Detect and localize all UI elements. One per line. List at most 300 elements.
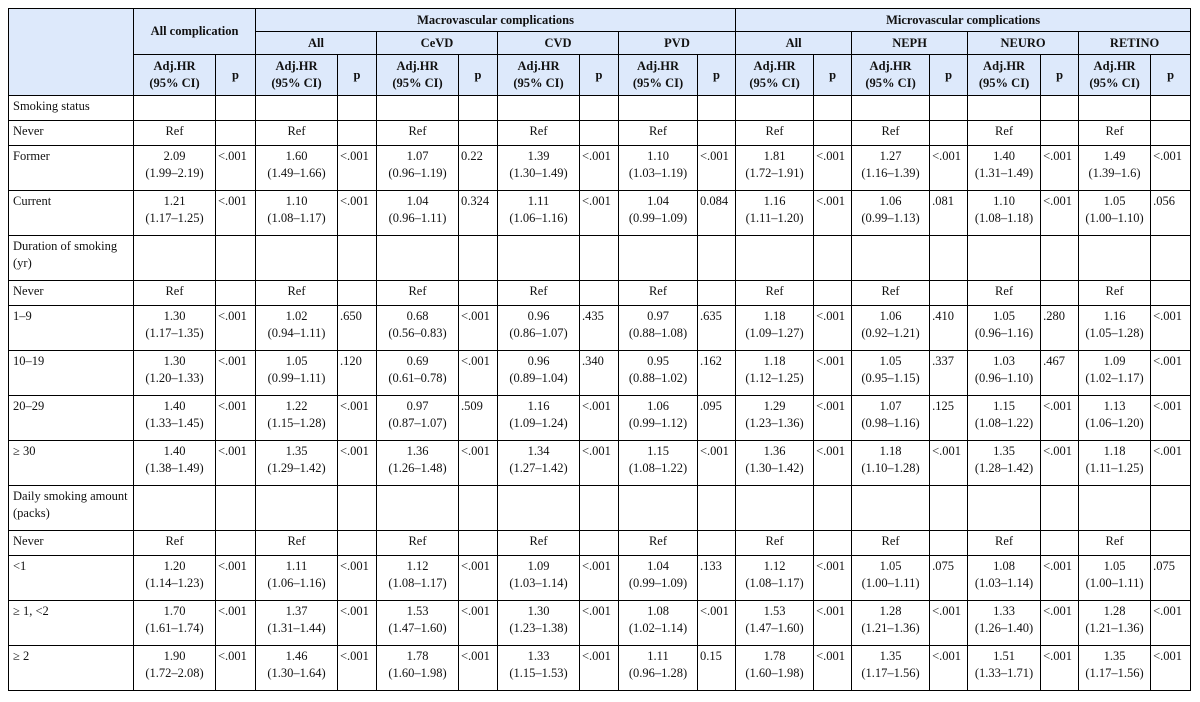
ci-value: (1.14–1.23) bbox=[145, 576, 204, 590]
ci-value: (1.09–1.24) bbox=[509, 416, 568, 430]
header-adj-hr-label: Adj.HR bbox=[869, 59, 912, 73]
header-ci-label: (95% CI) bbox=[632, 76, 684, 90]
hr-cell bbox=[619, 441, 698, 486]
header-p: p bbox=[338, 55, 377, 96]
hr-value: 0.96 bbox=[527, 309, 550, 323]
p-value-cell: <.001 bbox=[216, 646, 256, 691]
hr-cell bbox=[736, 191, 814, 236]
table-row bbox=[9, 646, 1191, 691]
header-adj-hr-label: Adj.HR bbox=[636, 59, 680, 73]
hr-cell bbox=[1079, 306, 1151, 351]
p-value-cell: <.001 bbox=[459, 441, 498, 486]
p-value-cell: <.001 bbox=[216, 441, 256, 486]
hr-value: 0.69 bbox=[406, 354, 429, 368]
hr-cell bbox=[968, 351, 1041, 396]
p-value-cell: <.001 bbox=[1041, 441, 1079, 486]
p-value-cell bbox=[930, 281, 968, 306]
ci-value: (1.02–1.17) bbox=[1085, 371, 1144, 385]
ci-value: (1.47–1.60) bbox=[388, 621, 447, 635]
p-value-cell bbox=[216, 121, 256, 146]
hr-value: 1.03 bbox=[993, 354, 1015, 368]
header-subgroup: All bbox=[256, 32, 377, 55]
p-value-cell bbox=[580, 121, 619, 146]
ci-value: (1.60–1.98) bbox=[388, 666, 447, 680]
hr-value: 1.40 bbox=[993, 149, 1015, 163]
ci-value: (1.28–1.42) bbox=[974, 461, 1034, 475]
p-value-cell: .056 bbox=[1151, 191, 1191, 236]
hr-cell bbox=[134, 236, 216, 281]
p-value-cell: <.001 bbox=[338, 191, 377, 236]
ci-value: (1.15–1.53) bbox=[509, 666, 568, 680]
p-value-cell bbox=[580, 531, 619, 556]
hr-cell bbox=[968, 146, 1041, 191]
p-value-cell: <.001 bbox=[338, 146, 377, 191]
ci-value: (0.96–1.16) bbox=[974, 326, 1034, 340]
p-value-cell bbox=[814, 281, 852, 306]
hr-value: 1.34 bbox=[527, 444, 550, 458]
hr-value: Ref bbox=[408, 284, 427, 298]
row-label: Never bbox=[9, 121, 134, 146]
p-value-cell bbox=[814, 531, 852, 556]
p-value-cell bbox=[1041, 281, 1079, 306]
hr-cell bbox=[736, 236, 814, 281]
ci-value: (0.96–1.11) bbox=[388, 211, 447, 225]
hr-cell bbox=[968, 441, 1041, 486]
hr-value: Ref bbox=[1105, 124, 1124, 138]
hr-cell bbox=[968, 486, 1041, 531]
hr-value: 1.05 bbox=[1103, 559, 1126, 573]
table-row bbox=[9, 601, 1191, 646]
hr-cell bbox=[377, 236, 459, 281]
hr-cell bbox=[852, 281, 930, 306]
hr-value: Ref bbox=[881, 124, 900, 138]
p-value-cell: <.001 bbox=[814, 556, 852, 601]
p-value-cell: .075 bbox=[1151, 556, 1191, 601]
hr-cell bbox=[1079, 556, 1151, 601]
hr-cell bbox=[377, 306, 459, 351]
hr-cell bbox=[1079, 351, 1151, 396]
ci-value: (0.89–1.04) bbox=[509, 371, 568, 385]
hr-cell bbox=[377, 96, 459, 121]
hr-value: 2.09 bbox=[163, 149, 186, 163]
p-value-cell bbox=[338, 531, 377, 556]
header-ci-label: (95% CI) bbox=[1089, 76, 1140, 90]
p-value-cell: <.001 bbox=[459, 646, 498, 691]
p-value-cell: <.001 bbox=[1041, 396, 1079, 441]
ci-value: (1.49–1.66) bbox=[267, 166, 326, 180]
hr-cell bbox=[619, 121, 698, 146]
hr-cell bbox=[736, 121, 814, 146]
row-label: <1 bbox=[9, 556, 134, 601]
hr-value: 1.51 bbox=[993, 649, 1015, 663]
hr-cell bbox=[968, 601, 1041, 646]
hr-value: 1.18 bbox=[763, 309, 786, 323]
hr-value: 1.35 bbox=[1103, 649, 1126, 663]
hr-cell bbox=[1079, 121, 1151, 146]
ci-value: (1.38–1.49) bbox=[145, 461, 204, 475]
ci-value: (1.30–1.42) bbox=[745, 461, 804, 475]
hr-value: Ref bbox=[1105, 284, 1124, 298]
header-ci-label: (95% CI) bbox=[271, 76, 322, 90]
hr-value: 1.16 bbox=[763, 194, 786, 208]
ci-value: (1.03–1.19) bbox=[628, 166, 688, 180]
p-value-cell: <.001 bbox=[1151, 306, 1191, 351]
hr-value: 1.11 bbox=[285, 559, 308, 573]
hr-value: Ref bbox=[287, 124, 306, 138]
p-value-cell: <.001 bbox=[1041, 601, 1079, 646]
hr-value: 1.53 bbox=[763, 604, 786, 618]
hr-value: 1.04 bbox=[647, 559, 669, 573]
p-value-cell: <.001 bbox=[216, 396, 256, 441]
row-label: Current bbox=[9, 191, 134, 236]
hr-value: 1.04 bbox=[406, 194, 429, 208]
p-value-cell: <.001 bbox=[580, 191, 619, 236]
ci-value: (1.00–1.11) bbox=[861, 576, 920, 590]
header-p: p bbox=[814, 55, 852, 96]
hr-value: Ref bbox=[765, 534, 784, 548]
hr-value: Ref bbox=[995, 124, 1014, 138]
ci-value: (0.61–0.78) bbox=[388, 371, 447, 385]
p-value-cell: .635 bbox=[698, 306, 736, 351]
hr-value: 1.60 bbox=[285, 149, 308, 163]
hr-cell bbox=[134, 191, 216, 236]
hr-value: Ref bbox=[1105, 534, 1124, 548]
header-macrovascular: Macrovascular complications bbox=[256, 9, 736, 32]
hr-cell bbox=[498, 351, 580, 396]
hr-value: 0.68 bbox=[406, 309, 429, 323]
ci-value: (0.96–1.10) bbox=[974, 371, 1034, 385]
hr-cell bbox=[852, 96, 930, 121]
hr-cell bbox=[736, 306, 814, 351]
hr-cell bbox=[968, 306, 1041, 351]
hr-value: 1.29 bbox=[763, 399, 786, 413]
hr-cell bbox=[256, 601, 338, 646]
header-adj-hr-label: Adj.HR bbox=[396, 59, 439, 73]
ci-value: (1.21–1.36) bbox=[1085, 621, 1144, 635]
p-value-cell bbox=[580, 486, 619, 531]
header-adj-hr-label: Adj.HR bbox=[753, 59, 796, 73]
ci-value: (1.09–1.27) bbox=[745, 326, 804, 340]
header-p: p bbox=[1151, 55, 1191, 96]
ci-value: (1.26–1.48) bbox=[388, 461, 447, 475]
header-adj-hr-label: Adj.HR bbox=[275, 59, 318, 73]
p-value-cell: <.001 bbox=[930, 441, 968, 486]
ci-value: (1.03–1.14) bbox=[974, 576, 1034, 590]
hr-value: 1.12 bbox=[763, 559, 786, 573]
ci-value: (1.08–1.17) bbox=[267, 211, 326, 225]
ci-value: (1.39–1.6) bbox=[1088, 166, 1141, 180]
p-value-cell: <.001 bbox=[698, 146, 736, 191]
hr-cell bbox=[852, 351, 930, 396]
p-value-cell bbox=[1151, 281, 1191, 306]
hr-value: Ref bbox=[529, 124, 548, 138]
p-value-cell: .435 bbox=[580, 306, 619, 351]
p-value-cell bbox=[930, 121, 968, 146]
hr-value: Ref bbox=[765, 284, 784, 298]
p-value-cell: .509 bbox=[459, 396, 498, 441]
header-subgroup: RETINO bbox=[1079, 32, 1191, 55]
hr-cell bbox=[256, 121, 338, 146]
p-value-cell bbox=[814, 236, 852, 281]
hr-value: Ref bbox=[165, 124, 184, 138]
hr-cell bbox=[134, 556, 216, 601]
ci-value: (1.08–1.22) bbox=[628, 461, 688, 475]
p-value-cell bbox=[698, 531, 736, 556]
p-value-cell bbox=[930, 236, 968, 281]
table-row bbox=[9, 441, 1191, 486]
hr-value: 1.06 bbox=[647, 399, 669, 413]
ci-value: (0.99–1.09) bbox=[628, 576, 688, 590]
hr-value: Ref bbox=[165, 534, 184, 548]
hr-value: 1.28 bbox=[1103, 604, 1126, 618]
ci-value: (1.72–1.91) bbox=[745, 166, 804, 180]
hr-cell bbox=[498, 441, 580, 486]
ci-value: (1.06–1.16) bbox=[509, 211, 568, 225]
hr-cell bbox=[1079, 146, 1151, 191]
p-value-cell bbox=[814, 121, 852, 146]
hr-cell bbox=[736, 531, 814, 556]
p-value-cell bbox=[698, 281, 736, 306]
p-value-cell: <.001 bbox=[814, 601, 852, 646]
p-value-cell: <.001 bbox=[459, 601, 498, 646]
hr-value: 1.10 bbox=[647, 149, 669, 163]
p-value-cell: .340 bbox=[580, 351, 619, 396]
p-value-cell bbox=[1041, 531, 1079, 556]
hr-cell bbox=[1079, 396, 1151, 441]
hr-cell bbox=[1079, 236, 1151, 281]
header-adj-hr bbox=[134, 55, 216, 96]
hr-value: 1.22 bbox=[285, 399, 308, 413]
p-value-cell bbox=[1151, 96, 1191, 121]
header-ci-label: (95% CI) bbox=[749, 76, 800, 90]
header-ci-label: (95% CI) bbox=[865, 76, 916, 90]
p-value-cell bbox=[216, 236, 256, 281]
hr-cell bbox=[377, 601, 459, 646]
p-value-cell bbox=[338, 236, 377, 281]
hr-value: 1.07 bbox=[879, 399, 902, 413]
hr-value: Ref bbox=[408, 534, 427, 548]
hr-cell bbox=[968, 191, 1041, 236]
hr-cell bbox=[968, 121, 1041, 146]
header-p: p bbox=[930, 55, 968, 96]
hr-cell bbox=[619, 281, 698, 306]
hr-cell bbox=[498, 486, 580, 531]
ci-value: (1.08–1.17) bbox=[388, 576, 447, 590]
ci-value: (1.27–1.42) bbox=[509, 461, 568, 475]
hr-cell bbox=[619, 351, 698, 396]
hr-value: 1.35 bbox=[993, 444, 1015, 458]
hr-cell bbox=[968, 396, 1041, 441]
p-value-cell bbox=[1151, 236, 1191, 281]
hr-value: 1.35 bbox=[879, 649, 902, 663]
ci-value: (0.99–1.09) bbox=[628, 211, 688, 225]
p-value-cell bbox=[1151, 121, 1191, 146]
ci-value: (1.02–1.14) bbox=[628, 621, 688, 635]
p-value-cell: <.001 bbox=[930, 646, 968, 691]
hr-value: 1.06 bbox=[879, 194, 902, 208]
p-value-cell: .133 bbox=[698, 556, 736, 601]
p-value-cell: 0.324 bbox=[459, 191, 498, 236]
header-microvascular: Microvascular complications bbox=[736, 9, 1191, 32]
ci-value: (1.08–1.17) bbox=[745, 576, 804, 590]
p-value-cell bbox=[698, 486, 736, 531]
hr-cell bbox=[256, 441, 338, 486]
ci-value: (0.99–1.13) bbox=[861, 211, 920, 225]
hr-value: Ref bbox=[995, 534, 1014, 548]
ci-value: (0.96–1.19) bbox=[388, 166, 447, 180]
hr-cell bbox=[1079, 96, 1151, 121]
hr-cell bbox=[256, 281, 338, 306]
ci-value: (1.17–1.56) bbox=[1085, 666, 1144, 680]
hr-cell bbox=[377, 556, 459, 601]
p-value-cell bbox=[459, 486, 498, 531]
hr-cell bbox=[256, 396, 338, 441]
hr-value: 1.15 bbox=[647, 444, 669, 458]
hr-value: 1.18 bbox=[763, 354, 786, 368]
table-body bbox=[9, 96, 1191, 691]
hr-cell bbox=[852, 646, 930, 691]
hr-cell bbox=[377, 396, 459, 441]
hr-value: Ref bbox=[648, 124, 668, 138]
p-value-cell: <.001 bbox=[459, 351, 498, 396]
hr-value: 1.39 bbox=[527, 149, 550, 163]
hr-cell bbox=[852, 121, 930, 146]
p-value-cell: <.001 bbox=[698, 441, 736, 486]
header-subgroup: NEURO bbox=[968, 32, 1079, 55]
hr-value: 1.08 bbox=[647, 604, 669, 618]
hr-cell bbox=[619, 96, 698, 121]
p-value-cell: <.001 bbox=[216, 351, 256, 396]
hr-value: 1.18 bbox=[1103, 444, 1126, 458]
ci-value: (0.98–1.16) bbox=[861, 416, 920, 430]
p-value-cell: <.001 bbox=[216, 601, 256, 646]
ci-value: (1.23–1.36) bbox=[745, 416, 804, 430]
row-label: Never bbox=[9, 281, 134, 306]
hr-cell bbox=[134, 396, 216, 441]
ci-value: (1.61–1.74) bbox=[145, 621, 204, 635]
hr-cell bbox=[619, 601, 698, 646]
ci-value: (1.16–1.39) bbox=[861, 166, 920, 180]
table-row bbox=[9, 146, 1191, 191]
hr-cell bbox=[134, 531, 216, 556]
p-value-cell: <.001 bbox=[1151, 351, 1191, 396]
hr-cell bbox=[736, 486, 814, 531]
hr-cell bbox=[256, 306, 338, 351]
hr-value: Ref bbox=[529, 534, 548, 548]
ci-value: (0.88–1.02) bbox=[628, 371, 688, 385]
hr-value: 1.49 bbox=[1103, 149, 1126, 163]
header-corner-cell bbox=[9, 9, 134, 96]
p-value-cell: <.001 bbox=[216, 556, 256, 601]
hr-value: 1.15 bbox=[993, 399, 1015, 413]
p-value-cell bbox=[216, 96, 256, 121]
hr-value: Ref bbox=[529, 284, 548, 298]
ci-value: (1.17–1.35) bbox=[145, 326, 204, 340]
hr-cell bbox=[1079, 486, 1151, 531]
p-value-cell: <.001 bbox=[930, 146, 968, 191]
hr-cell bbox=[968, 96, 1041, 121]
row-label: Daily smoking amount (packs) bbox=[9, 486, 134, 531]
hr-value: Ref bbox=[287, 284, 306, 298]
p-value-cell: <.001 bbox=[1041, 556, 1079, 601]
p-value-cell: <.001 bbox=[338, 646, 377, 691]
hr-value: 1.81 bbox=[763, 149, 786, 163]
hr-cell bbox=[498, 191, 580, 236]
header-adj-hr bbox=[968, 55, 1041, 96]
hr-cell bbox=[852, 306, 930, 351]
p-value-cell: .337 bbox=[930, 351, 968, 396]
hr-cell bbox=[377, 531, 459, 556]
hr-cell bbox=[968, 646, 1041, 691]
hr-value: 1.40 bbox=[163, 444, 186, 458]
ci-value: (0.95–1.15) bbox=[861, 371, 920, 385]
hr-value: 1.09 bbox=[1103, 354, 1126, 368]
p-value-cell: <.001 bbox=[814, 146, 852, 191]
p-value-cell: <.001 bbox=[1151, 601, 1191, 646]
hr-value: 1.02 bbox=[285, 309, 308, 323]
header-ci-label: (95% CI) bbox=[149, 76, 200, 90]
hr-cell bbox=[377, 146, 459, 191]
p-value-cell: .125 bbox=[930, 396, 968, 441]
hr-cell bbox=[256, 236, 338, 281]
p-value-cell: <.001 bbox=[814, 441, 852, 486]
row-label: 1–9 bbox=[9, 306, 134, 351]
hr-value: 1.08 bbox=[993, 559, 1015, 573]
table-row bbox=[9, 396, 1191, 441]
ci-value: (0.87–1.07) bbox=[388, 416, 447, 430]
results-table-container bbox=[8, 8, 1191, 691]
hr-value: 1.11 bbox=[647, 649, 669, 663]
hr-value: 1.53 bbox=[406, 604, 429, 618]
p-value-cell: <.001 bbox=[338, 601, 377, 646]
p-value-cell: <.001 bbox=[814, 191, 852, 236]
hr-cell bbox=[1079, 601, 1151, 646]
hr-cell bbox=[736, 351, 814, 396]
p-value-cell bbox=[338, 96, 377, 121]
ci-value: (1.33–1.45) bbox=[145, 416, 204, 430]
ci-value: (1.31–1.49) bbox=[974, 166, 1034, 180]
p-value-cell: <.001 bbox=[814, 646, 852, 691]
hr-value: 0.95 bbox=[647, 354, 669, 368]
table-row bbox=[9, 191, 1191, 236]
ci-value: (1.05–1.28) bbox=[1085, 326, 1144, 340]
header-p: p bbox=[580, 55, 619, 96]
hr-cell bbox=[1079, 191, 1151, 236]
hr-cell bbox=[498, 306, 580, 351]
ci-value: (1.29–1.42) bbox=[267, 461, 326, 475]
hr-cell bbox=[256, 351, 338, 396]
ci-value: (1.31–1.44) bbox=[267, 621, 326, 635]
p-value-cell: <.001 bbox=[1041, 146, 1079, 191]
ci-value: (1.00–1.10) bbox=[1085, 211, 1144, 225]
ci-value: (1.11–1.25) bbox=[1085, 461, 1144, 475]
ci-value: (1.99–2.19) bbox=[145, 166, 204, 180]
table-row bbox=[9, 121, 1191, 146]
p-value-cell: 0.22 bbox=[459, 146, 498, 191]
hr-value: 1.30 bbox=[163, 309, 186, 323]
p-value-cell: 0.084 bbox=[698, 191, 736, 236]
hr-value: Ref bbox=[287, 534, 306, 548]
p-value-cell: .410 bbox=[930, 306, 968, 351]
p-value-cell: <.001 bbox=[580, 396, 619, 441]
row-label: ≥ 2 bbox=[9, 646, 134, 691]
hr-cell bbox=[619, 191, 698, 236]
ci-value: (0.96–1.28) bbox=[628, 666, 688, 680]
hr-cell bbox=[134, 281, 216, 306]
p-value-cell: .081 bbox=[930, 191, 968, 236]
p-value-cell: <.001 bbox=[1151, 441, 1191, 486]
ci-value: (0.94–1.11) bbox=[267, 326, 326, 340]
